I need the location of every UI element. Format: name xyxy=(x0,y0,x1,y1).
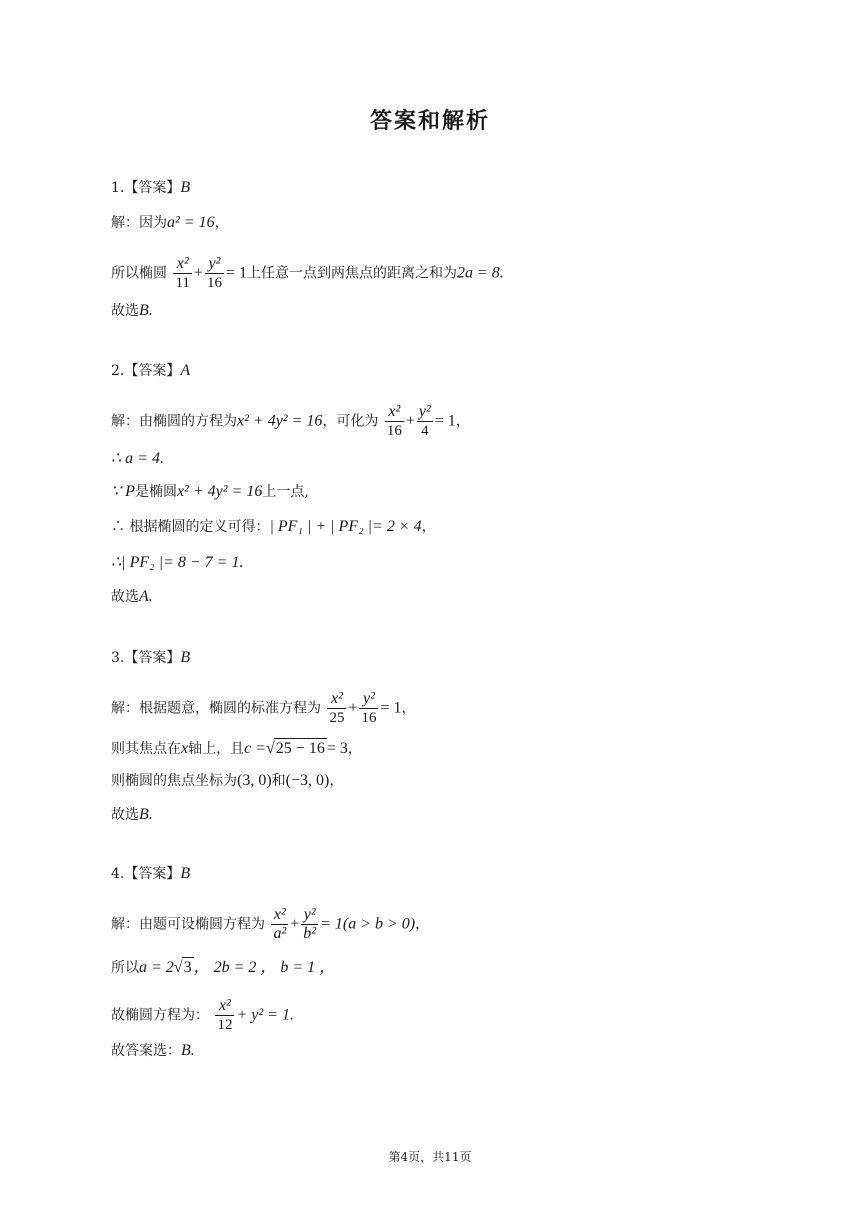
fraction-x2-over-a2 xyxy=(271,906,288,943)
numerator: y² xyxy=(301,906,318,925)
denominator: a² xyxy=(273,925,287,942)
q3-text: 则其焦点在 xyxy=(111,741,181,757)
q3-final-answer: B. xyxy=(139,806,153,823)
q4-math: a = 2 xyxy=(139,959,174,976)
q1-solution-line-2: 所以椭圆 $\frac{\text{x²}}{11}$ + $\frac{\text{y²}}{16}$ = 1上任意一点到两焦点的距离之和为2a = 8. xyxy=(111,255,504,291)
q4-answer: B xyxy=(180,865,191,882)
fraction-x2-over-16 xyxy=(385,403,404,440)
numerator: x² xyxy=(215,997,234,1016)
fraction-y2-over-b2 xyxy=(301,906,318,943)
q1-answer: B xyxy=(180,179,191,196)
numerator: x² xyxy=(327,690,346,709)
q2-math: ∴ a = 4. xyxy=(111,450,164,467)
denominator: 16 xyxy=(386,423,402,439)
q3-text: 解：根据题意，椭圆的标准方程为 xyxy=(111,700,321,717)
numerator: y² xyxy=(359,690,378,709)
q2-answer: A xyxy=(180,362,191,379)
q3-solution-line-1: 解：根据题意，椭圆的标准方程为 $\frac{\text{x²}}{25}$ + $\frac{\text{y²}}{16}$ = 1， xyxy=(111,690,416,726)
q1-conclusion xyxy=(111,301,153,321)
q3-text: 和 xyxy=(271,773,286,789)
q4-math: + y² = 1. xyxy=(236,1006,294,1024)
q4-solution-line-2 xyxy=(111,957,335,978)
q4-solution-line-3 xyxy=(111,997,294,1034)
q1-text: 故选 xyxy=(111,303,139,319)
denominator: 4 xyxy=(421,423,429,439)
q3-punct: ， xyxy=(347,741,362,757)
denominator: 11 xyxy=(175,275,190,291)
q2-text: 上一点, xyxy=(262,484,309,500)
q2-math: x² + 4y² = 16 xyxy=(176,483,263,500)
q3-math: (3, 0) xyxy=(237,772,272,789)
q2-text: 解：由椭圆的方程为 xyxy=(111,413,237,430)
fraction-y2-over-16 xyxy=(359,690,378,727)
q3-solution-line-2 xyxy=(111,738,362,759)
page-title: 答案和解析 xyxy=(369,109,490,134)
q2-punct: ， xyxy=(421,519,436,535)
q3-punct: ， xyxy=(401,700,416,717)
q2-text: 是椭圆 xyxy=(134,484,177,500)
denominator: 16 xyxy=(361,710,377,726)
denominator: 12 xyxy=(217,1017,233,1033)
q1-text: 所以椭圆 xyxy=(111,265,167,282)
fraction-x2-over-12 xyxy=(215,997,234,1034)
q2-solution-line-5 xyxy=(111,553,243,573)
q4-text: 所以 xyxy=(111,960,139,976)
q2-solution-line-4 xyxy=(111,517,436,537)
q1-punct: ， xyxy=(214,215,229,231)
q3-math: (−3, 0) xyxy=(285,772,330,789)
sqrt-sign: √ xyxy=(266,740,275,757)
q3-answer-line xyxy=(111,648,190,668)
fraction-x2-over-25 xyxy=(327,690,346,727)
fraction-y2-over-16 xyxy=(205,255,224,292)
page-footer: 第4页，共11页 xyxy=(388,1150,472,1164)
q4-answer-line xyxy=(111,864,190,884)
q4-final-answer: B. xyxy=(181,1042,195,1059)
q1-solution-line-1 xyxy=(111,213,229,233)
q1-text: 上任意一点到两焦点的距离之和为 xyxy=(246,265,457,282)
q3-solution-line-3 xyxy=(111,771,343,791)
numerator: y² xyxy=(205,255,224,274)
q2-solution-line-2 xyxy=(111,449,164,469)
q1-math: 2a = 8. xyxy=(456,264,504,282)
q2-punct: ， xyxy=(455,413,470,430)
numerator: x² xyxy=(385,403,404,422)
q2-solution-line-3 xyxy=(111,482,309,502)
q3-punct: ， xyxy=(329,773,344,789)
q2-math: ∵ P xyxy=(111,483,135,500)
fraction-y2-over-4 xyxy=(417,403,433,440)
q4-text: 解：由题可设椭圆方程为 xyxy=(111,916,265,933)
q2-math: x² + 4y² = 16 xyxy=(237,412,323,430)
numerator: x² xyxy=(173,255,191,274)
q3-text: 轴上，且 xyxy=(188,741,245,757)
numerator: y² xyxy=(418,403,431,420)
q3-math: = 3 xyxy=(326,740,348,757)
denominator: 16 xyxy=(206,275,222,291)
q3-heading: 3.【答案】 xyxy=(111,650,181,666)
q1-text: 解：因为 xyxy=(111,215,167,231)
q4-punct: ， xyxy=(415,916,430,933)
q3-math: x xyxy=(181,740,189,757)
q1-answer-line xyxy=(111,178,190,198)
q1-math: a² = 16 xyxy=(167,214,215,231)
q4-math: ， 2b = 2 ， b = 1 ， xyxy=(193,959,336,976)
q2-math: ∴| PF₂ |= 8 − 7 = 1. xyxy=(111,554,244,571)
q4-text: 故椭圆方程为： xyxy=(111,1007,209,1024)
q4-text: 故答案选： xyxy=(111,1043,181,1059)
q3-math: c = xyxy=(244,740,267,757)
q4-heading: 4.【答案】 xyxy=(111,866,181,882)
q2-text: ，可化为 xyxy=(322,413,379,430)
fraction-x2-over-11 xyxy=(173,255,191,292)
denominator: b² xyxy=(303,925,317,942)
q2-text: ∴ 根据椭圆的定义可得： xyxy=(111,519,270,535)
sqrt-sign: √ xyxy=(173,959,183,976)
equals-one: = 1 xyxy=(225,264,247,282)
q2-text: 故选 xyxy=(111,589,139,605)
sqrt-radicand: 3 xyxy=(183,959,192,976)
q2-conclusion xyxy=(111,587,153,607)
equals-one: = 1 xyxy=(434,412,456,430)
q2-heading: 2.【答案】 xyxy=(111,363,181,379)
q3-answer: B xyxy=(180,649,191,666)
equals-one: = 1 xyxy=(380,699,402,717)
q1-heading: 1.【答案】 xyxy=(111,180,181,196)
q2-solution-line-1: 解：由椭圆的方程为x² + 4y² = 16，可化为 $\frac{\text{x²}}{16}$ + $\frac{\text{y²}}{4}$ = 1， xyxy=(111,403,470,439)
q4-math: = 1(a > b > 0) xyxy=(320,915,416,933)
q3-conclusion xyxy=(111,805,153,825)
q4-conclusion xyxy=(111,1041,195,1061)
q3-text: 故选 xyxy=(111,807,139,823)
q4-solution-line-1: 解：由题可设椭圆方程为 $\frac{\text{x²}}{\text{a²}}$ + $\frac{\text{y²}}{\text{b²}}$ = 1(a > b > 0)， xyxy=(111,906,430,942)
sqrt-radicand: 25 − 16 xyxy=(275,740,325,757)
q3-text: 则椭圆的焦点坐标为 xyxy=(111,773,237,789)
denominator: 25 xyxy=(329,710,345,726)
q1-final-answer: B. xyxy=(139,302,153,319)
numerator: x² xyxy=(271,906,288,925)
q2-final-answer: A. xyxy=(139,588,153,605)
q2-answer-line xyxy=(111,361,190,381)
q2-math: | PF₁ | + | PF₂ |= 2 × 4 xyxy=(269,518,422,535)
